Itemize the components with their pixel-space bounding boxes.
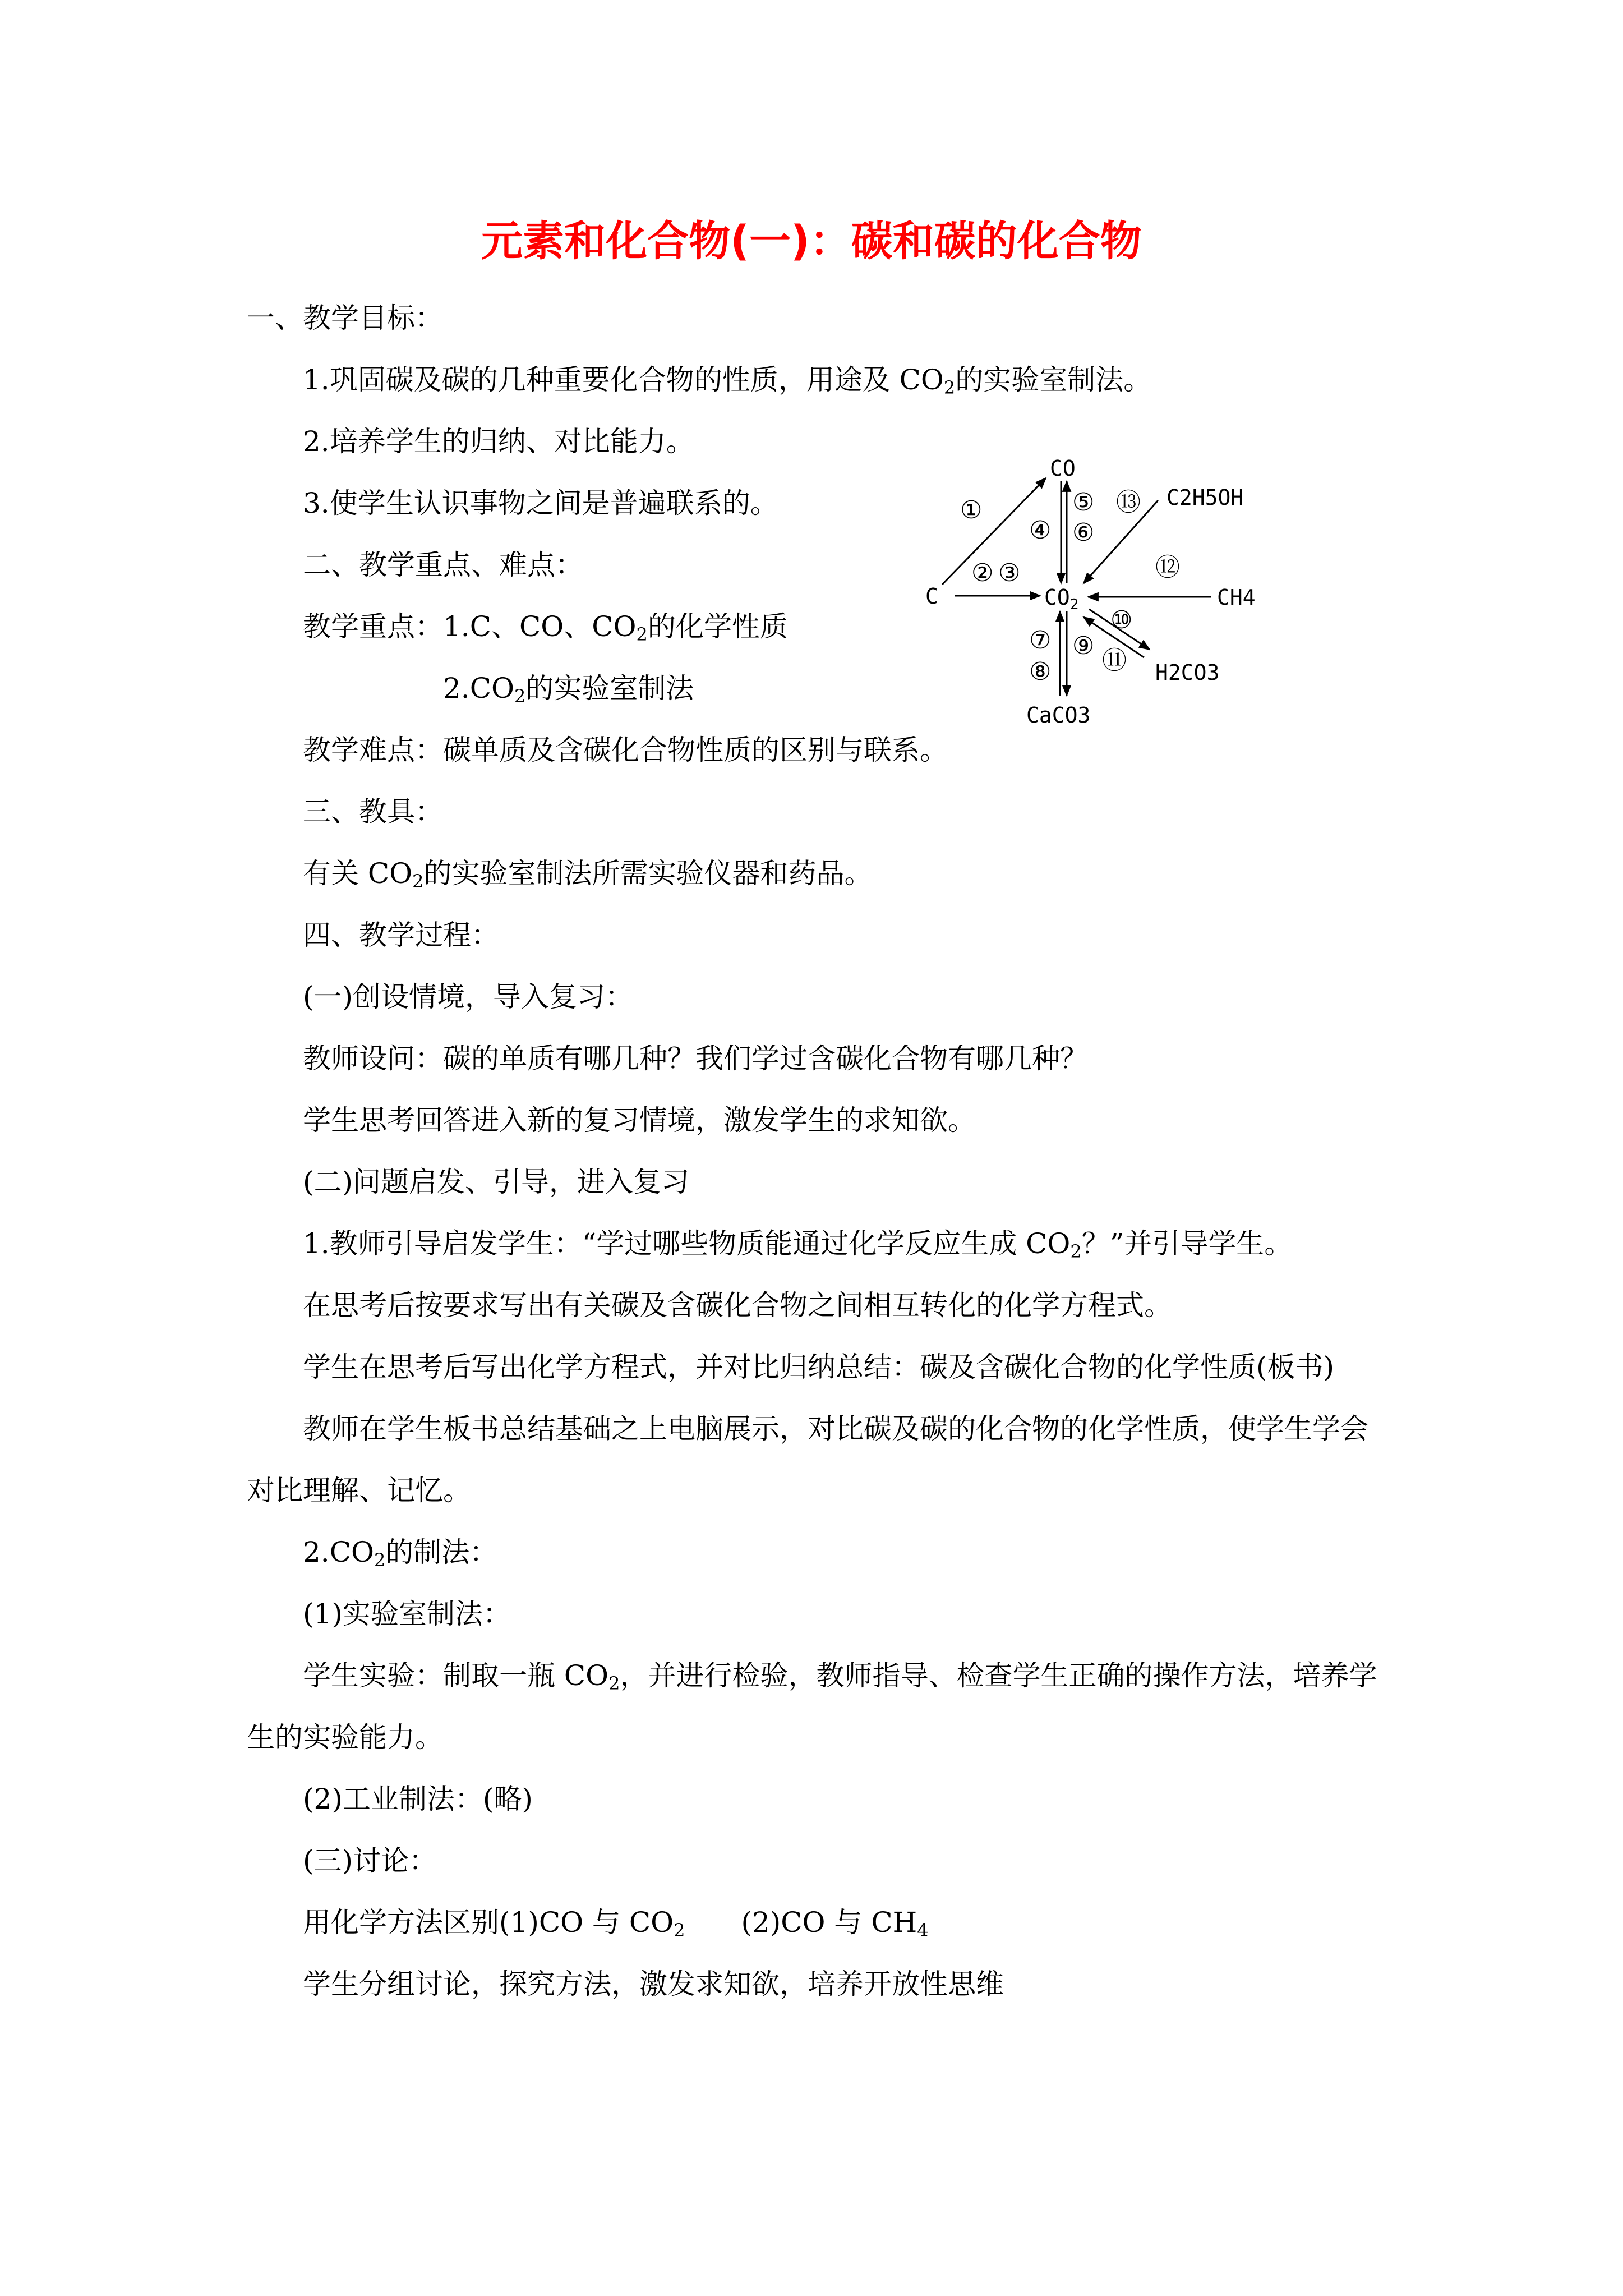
reaction-label-13: ⑬ [1116, 488, 1141, 517]
objective-2: 2.培养学生的归纳、对比能力。 [303, 425, 694, 458]
node-co: CO [1050, 456, 1076, 481]
reaction-label-8: ⑧ [1029, 657, 1052, 686]
objective-1: 1.巩固碳及碳的几种重要化合物的性质，用途及 $CO_2$的实验室制法。 [303, 364, 1152, 398]
reaction-label-11: ⑪ [1102, 646, 1127, 675]
section-heading-tools: 三、教具： [303, 795, 443, 828]
node-caco3: CaCO3 [1026, 703, 1091, 728]
tools-text: 有关 $CO_2$的实验室制法所需实验仪器和药品。 [303, 857, 873, 892]
reaction-label-7: ⑦ [1029, 626, 1052, 655]
node-c2h5oh: C2H5OH [1166, 485, 1244, 510]
node-c: C [925, 584, 938, 609]
paragraph-3: 学生在思考后写出化学方程式，并对比归纳总结：碳及含碳化合物的化学性质(板书) [303, 1351, 1335, 1383]
reaction-label-4: ④ [1029, 516, 1052, 545]
carbon-conversion-diagram [920, 449, 1284, 735]
page-title: 元素和化合物(一)：碳和碳的化合物 [481, 217, 1142, 265]
key-point-2: $2.CO_2$的实验室制法 [443, 672, 694, 707]
reaction-label-3: ③ [998, 559, 1021, 587]
paragraph-2: 在思考后按要求写出有关碳及含碳化合物之间相互转化的化学方程式。 [303, 1289, 1172, 1322]
reaction-label-2: ② [971, 559, 994, 587]
paragraph-7b: 生的实验能力。 [247, 1721, 443, 1754]
reaction-label-10: ⑩ [1110, 606, 1133, 634]
node-ch4: CH4 [1217, 585, 1256, 610]
reaction-label-6: ⑥ [1072, 518, 1095, 547]
student-answer: 学生思考回答进入新的复习情境，激发学生的求知欲。 [303, 1104, 976, 1137]
discussion-1: 用化学方法区别(1)CO 与 $CO_2$ (2)CO 与 $CH_4$ [303, 1906, 929, 1941]
reaction-label-1: ① [960, 496, 983, 524]
part1-heading: (一)创设情境，导入复习： [303, 981, 634, 1013]
paragraph-5: $2.CO_2$的制法： [303, 1536, 498, 1571]
paragraph-8: (2)工业制法：(略) [303, 1783, 533, 1815]
reaction-label-9: ⑨ [1072, 632, 1095, 660]
difficulty-point: 教学难点：碳单质及含碳化合物性质的区别与联系。 [303, 734, 948, 766]
section-heading-objectives: 一、教学目标： [247, 302, 443, 334]
paragraph-1: 1.教师引导启发学生：“学过哪些物质能通过化学反应生成 $CO_2$？”并引导学生。 [303, 1227, 1293, 1262]
node-co2: $CO_2$ [1044, 585, 1079, 613]
key-point-1: 教学重点：1.C、CO、$CO_2$的化学性质 [303, 610, 788, 645]
section-heading-keypoints: 二、教学重点、难点： [303, 549, 583, 581]
reaction-label-5: ⑤ [1072, 488, 1095, 517]
reaction-label-12: ⑫ [1155, 553, 1180, 582]
paragraph-4a: 教师在学生板书总结基础之上电脑展示，对比碳及碳的化合物的化学性质，使学生学会 [303, 1412, 1368, 1445]
paragraph-7a: 学生实验：制取一瓶 $CO_2$，并进行检验，教师指导、检查学生正确的操作方法，培养学 [303, 1659, 1377, 1694]
teacher-question: 教师设问：碳的单质有哪几种？我们学过含碳化合物有哪几种？ [303, 1042, 1088, 1075]
part3-heading: (三)讨论： [303, 1844, 437, 1877]
paragraph-6: (1)实验室制法： [303, 1598, 511, 1630]
node-h2co3: H2CO3 [1155, 660, 1220, 685]
paragraph-4b: 对比理解、记忆。 [247, 1474, 471, 1507]
section-heading-process: 四、教学过程： [303, 919, 499, 951]
objective-3: 3.使学生认识事物之间是普遍联系的。 [303, 487, 778, 519]
discussion-2: 学生分组讨论，探究方法，激发求知欲，培养开放性思维 [303, 1968, 1004, 2000]
part2-heading: (二)问题启发、引导，进入复习 [303, 1166, 690, 1198]
